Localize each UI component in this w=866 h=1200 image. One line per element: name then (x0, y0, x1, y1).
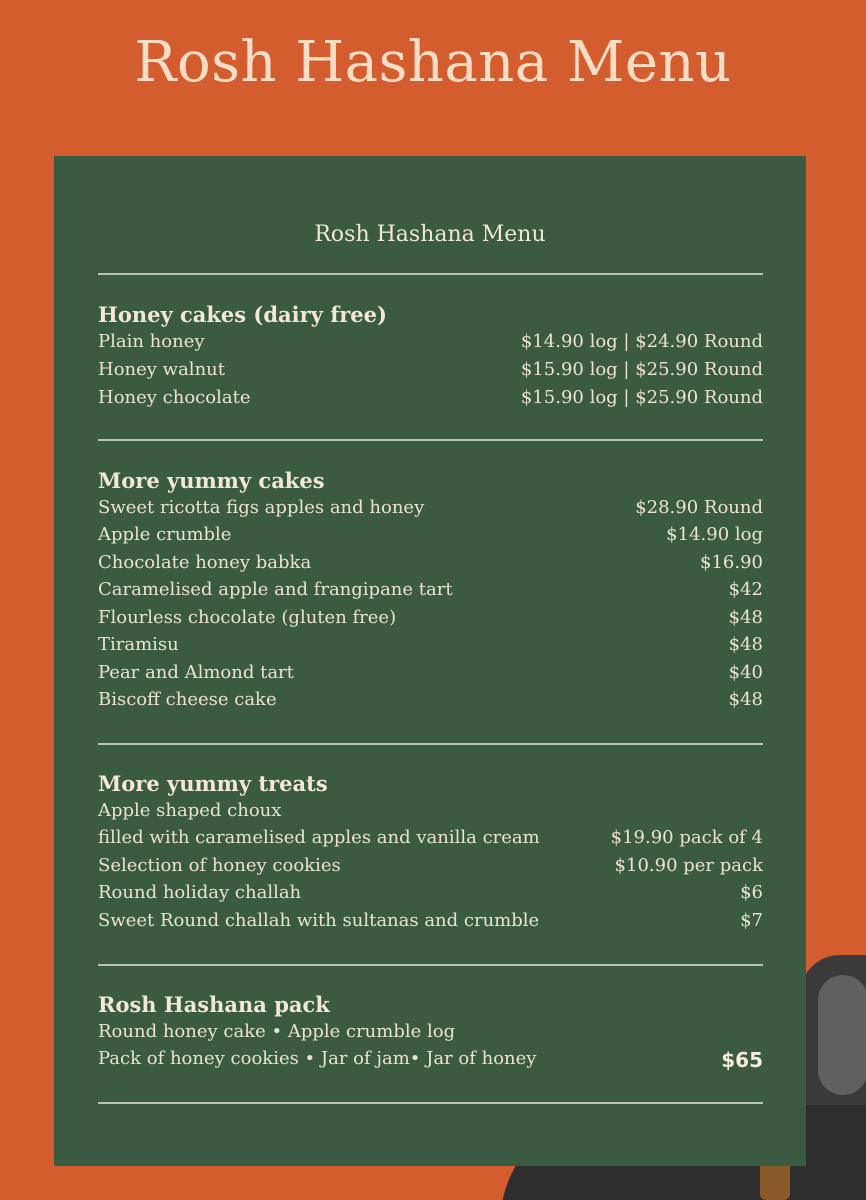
menu-item (98, 359, 763, 385)
item-price: $10.90 per pack (614, 855, 763, 876)
divider (98, 439, 763, 441)
item-name: Biscoff cheese cake (98, 689, 277, 710)
item-name: Apple shaped choux (98, 800, 282, 821)
item-price: $15.90 log | $25.90 Round (520, 387, 763, 408)
pack-price: $65 (721, 1048, 763, 1072)
menu-item (98, 331, 763, 357)
section-heading-honey-cakes: Honey cakes (dairy free) (98, 302, 387, 327)
item-price: $40 (728, 662, 763, 683)
item-price: $48 (728, 634, 763, 655)
menu-card-title: Rosh Hashana Menu (314, 222, 546, 247)
item-name: Sweet Round challah with sultanas and crumble (98, 910, 540, 931)
item-price: $48 (728, 607, 763, 628)
divider (98, 964, 763, 966)
section-heading-more-cakes: More yummy cakes (98, 468, 325, 493)
item-name: Round honey cake • Apple crumble log (98, 1021, 456, 1042)
item-name: Chocolate honey babka (98, 552, 312, 573)
item-name: Honey walnut (98, 359, 225, 380)
divider (98, 1102, 763, 1104)
menu-item (98, 882, 763, 908)
section-heading-pack: Rosh Hashana pack (98, 992, 330, 1017)
menu-item (98, 689, 763, 715)
item-price: $16.90 (700, 552, 763, 573)
item-name: Pack of honey cookies • Jar of jam• Jar of honey (98, 1048, 537, 1069)
item-price: $28.90 Round (635, 497, 763, 518)
item-price: $15.90 log | $25.90 Round (520, 359, 763, 380)
item-name: Round holiday challah (98, 882, 302, 903)
menu-item (98, 497, 763, 523)
menu-item (98, 1048, 763, 1074)
divider (98, 273, 763, 275)
menu-item (98, 910, 763, 936)
menu-item (98, 662, 763, 688)
item-price: $42 (728, 579, 763, 600)
menu-card (54, 156, 806, 1166)
item-price: $7 (740, 910, 763, 931)
item-name: Apple crumble (98, 524, 232, 545)
item-name: Flourless chocolate (gluten free) (98, 607, 397, 628)
item-price: $48 (728, 689, 763, 710)
item-price: $6 (740, 882, 763, 903)
menu-item (98, 524, 763, 550)
divider (98, 743, 763, 745)
item-name: Selection of honey cookies (98, 855, 341, 876)
menu-item (98, 1021, 763, 1047)
menu-item (98, 855, 763, 881)
item-name: Tiramisu (98, 634, 179, 655)
menu-item (98, 634, 763, 660)
menu-item (98, 827, 763, 853)
menu-item (98, 552, 763, 578)
menu-item (98, 607, 763, 633)
item-name: Sweet ricotta figs apples and honey (98, 497, 425, 518)
menu-item (98, 800, 763, 826)
menu-item (98, 579, 763, 605)
item-price: $14.90 log (666, 524, 763, 545)
item-price: $19.90 pack of 4 (610, 827, 763, 848)
item-name: Caramelised apple and frangipane tart (98, 579, 453, 600)
page-title: Rosh Hashana Menu (134, 30, 732, 95)
item-name: filled with caramelised apples and vanilla cream (98, 827, 540, 848)
item-name: Plain honey (98, 331, 205, 352)
item-name: Pear and Almond tart (98, 662, 294, 683)
item-name: Honey chocolate (98, 387, 251, 408)
menu-item (98, 387, 763, 413)
item-price: $14.90 log | $24.90 Round (520, 331, 763, 352)
section-heading-more-treats: More yummy treats (98, 771, 328, 796)
